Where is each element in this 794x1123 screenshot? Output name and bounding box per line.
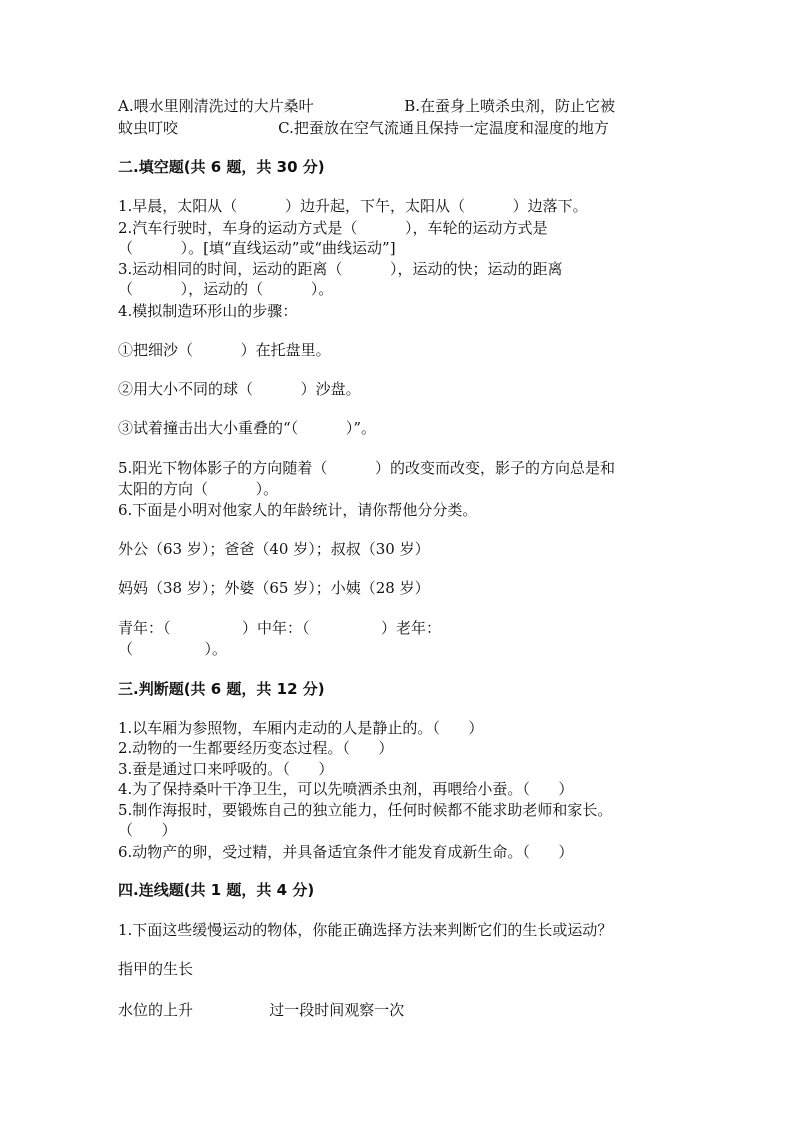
judge-item-5-line-1: 5.制作海报时，要锻炼自己的独立能力，任何时候都不能求助老师和家长。: [118, 801, 613, 819]
fill-question-3-line-2: （ ），运动的（ ）。: [118, 280, 334, 298]
age-groups-line-1: 青年：（ ）中年：（ ）老年：: [118, 619, 442, 637]
fill-question-1: 1.早晨，太阳从（ ）边升起，下午，太阳从（ ）边落下。: [118, 197, 588, 215]
crater-step-2: ②用大小不同的球（ ）沙盘。: [118, 380, 361, 398]
crater-step-3: ③试着撞击出大小重叠的“（ ）”。: [118, 419, 377, 437]
fill-question-5-line-2: 太阳的方向（ ）。: [118, 480, 279, 498]
section-heading-matching: 四.连线题(共 1 题，共 4 分): [118, 881, 315, 899]
matching-question-1: 1.下面这些缓慢运动的物体，你能正确选择方法来判断它们的生长或运动？: [118, 921, 613, 939]
judge-item-2: 2.动物的一生都要经历变态过程。（ ）: [118, 739, 394, 757]
option-line-2: 蚊虫叮咬 C.把蚕放在空气流通且保持一定温度和湿度的地方: [118, 119, 609, 137]
family-ages-line-2: 妈妈（38 岁）；外婆（65 岁）；小姨（28 岁）: [118, 579, 430, 597]
matching-item-1: 指甲的生长: [118, 960, 194, 978]
section-heading-judgement: 三.判断题(共 6 题，共 12 分): [118, 680, 325, 698]
matching-item-2: 水位的上升 过一段时间观察一次: [118, 1001, 405, 1019]
option-line-1: A.喂水里刚清洗过的大片桑叶 B.在蚕身上喷杀虫剂，防止它被: [118, 97, 615, 115]
fill-question-2-line-2: （ ）。[填“直线运动”或“曲线运动”]: [118, 239, 396, 257]
crater-step-1: ①把细沙（ ）在托盘里。: [118, 341, 331, 359]
judge-item-1: 1.以车厢为参照物，车厢内走动的人是静止的。（ ）: [118, 719, 484, 737]
age-groups-line-2: （ ）。: [118, 640, 228, 658]
fill-question-2-line-1: 2.汽车行驶时，车身的运动方式是（ ），车轮的运动方式是: [118, 219, 548, 237]
fill-question-5-line-1: 5.阳光下物体影子的方向随着（ ）的改变而改变，影子的方向总是和: [118, 459, 615, 477]
fill-question-3-line-1: 3.运动相同的时间，运动的距离（ ），运动的快；运动的距离: [118, 260, 563, 278]
family-ages-line-1: 外公（63 岁）；爸爸（40 岁）；叔叔（30 岁）: [118, 540, 430, 558]
fill-question-6: 6.下面是小明对他家人的年龄统计，请你帮他分分类。: [118, 501, 478, 519]
judge-item-3: 3.蚕是通过口来呼吸的。（ ）: [118, 760, 334, 778]
judge-item-5-line-2: （ ）: [118, 821, 177, 839]
judge-item-4: 4.为了保持桑叶干净卫生，可以先喷洒杀虫剂，再喂给小蚕。（ ）: [118, 780, 574, 798]
section-heading-fill-in: 二.填空题(共 6 题，共 30 分): [118, 158, 325, 176]
fill-question-4: 4.模拟制造环形山的步骤：: [118, 302, 298, 320]
judge-item-6: 6.动物产的卵，受过精，并具备适宜条件才能发育成新生命。（ ）: [118, 843, 574, 861]
